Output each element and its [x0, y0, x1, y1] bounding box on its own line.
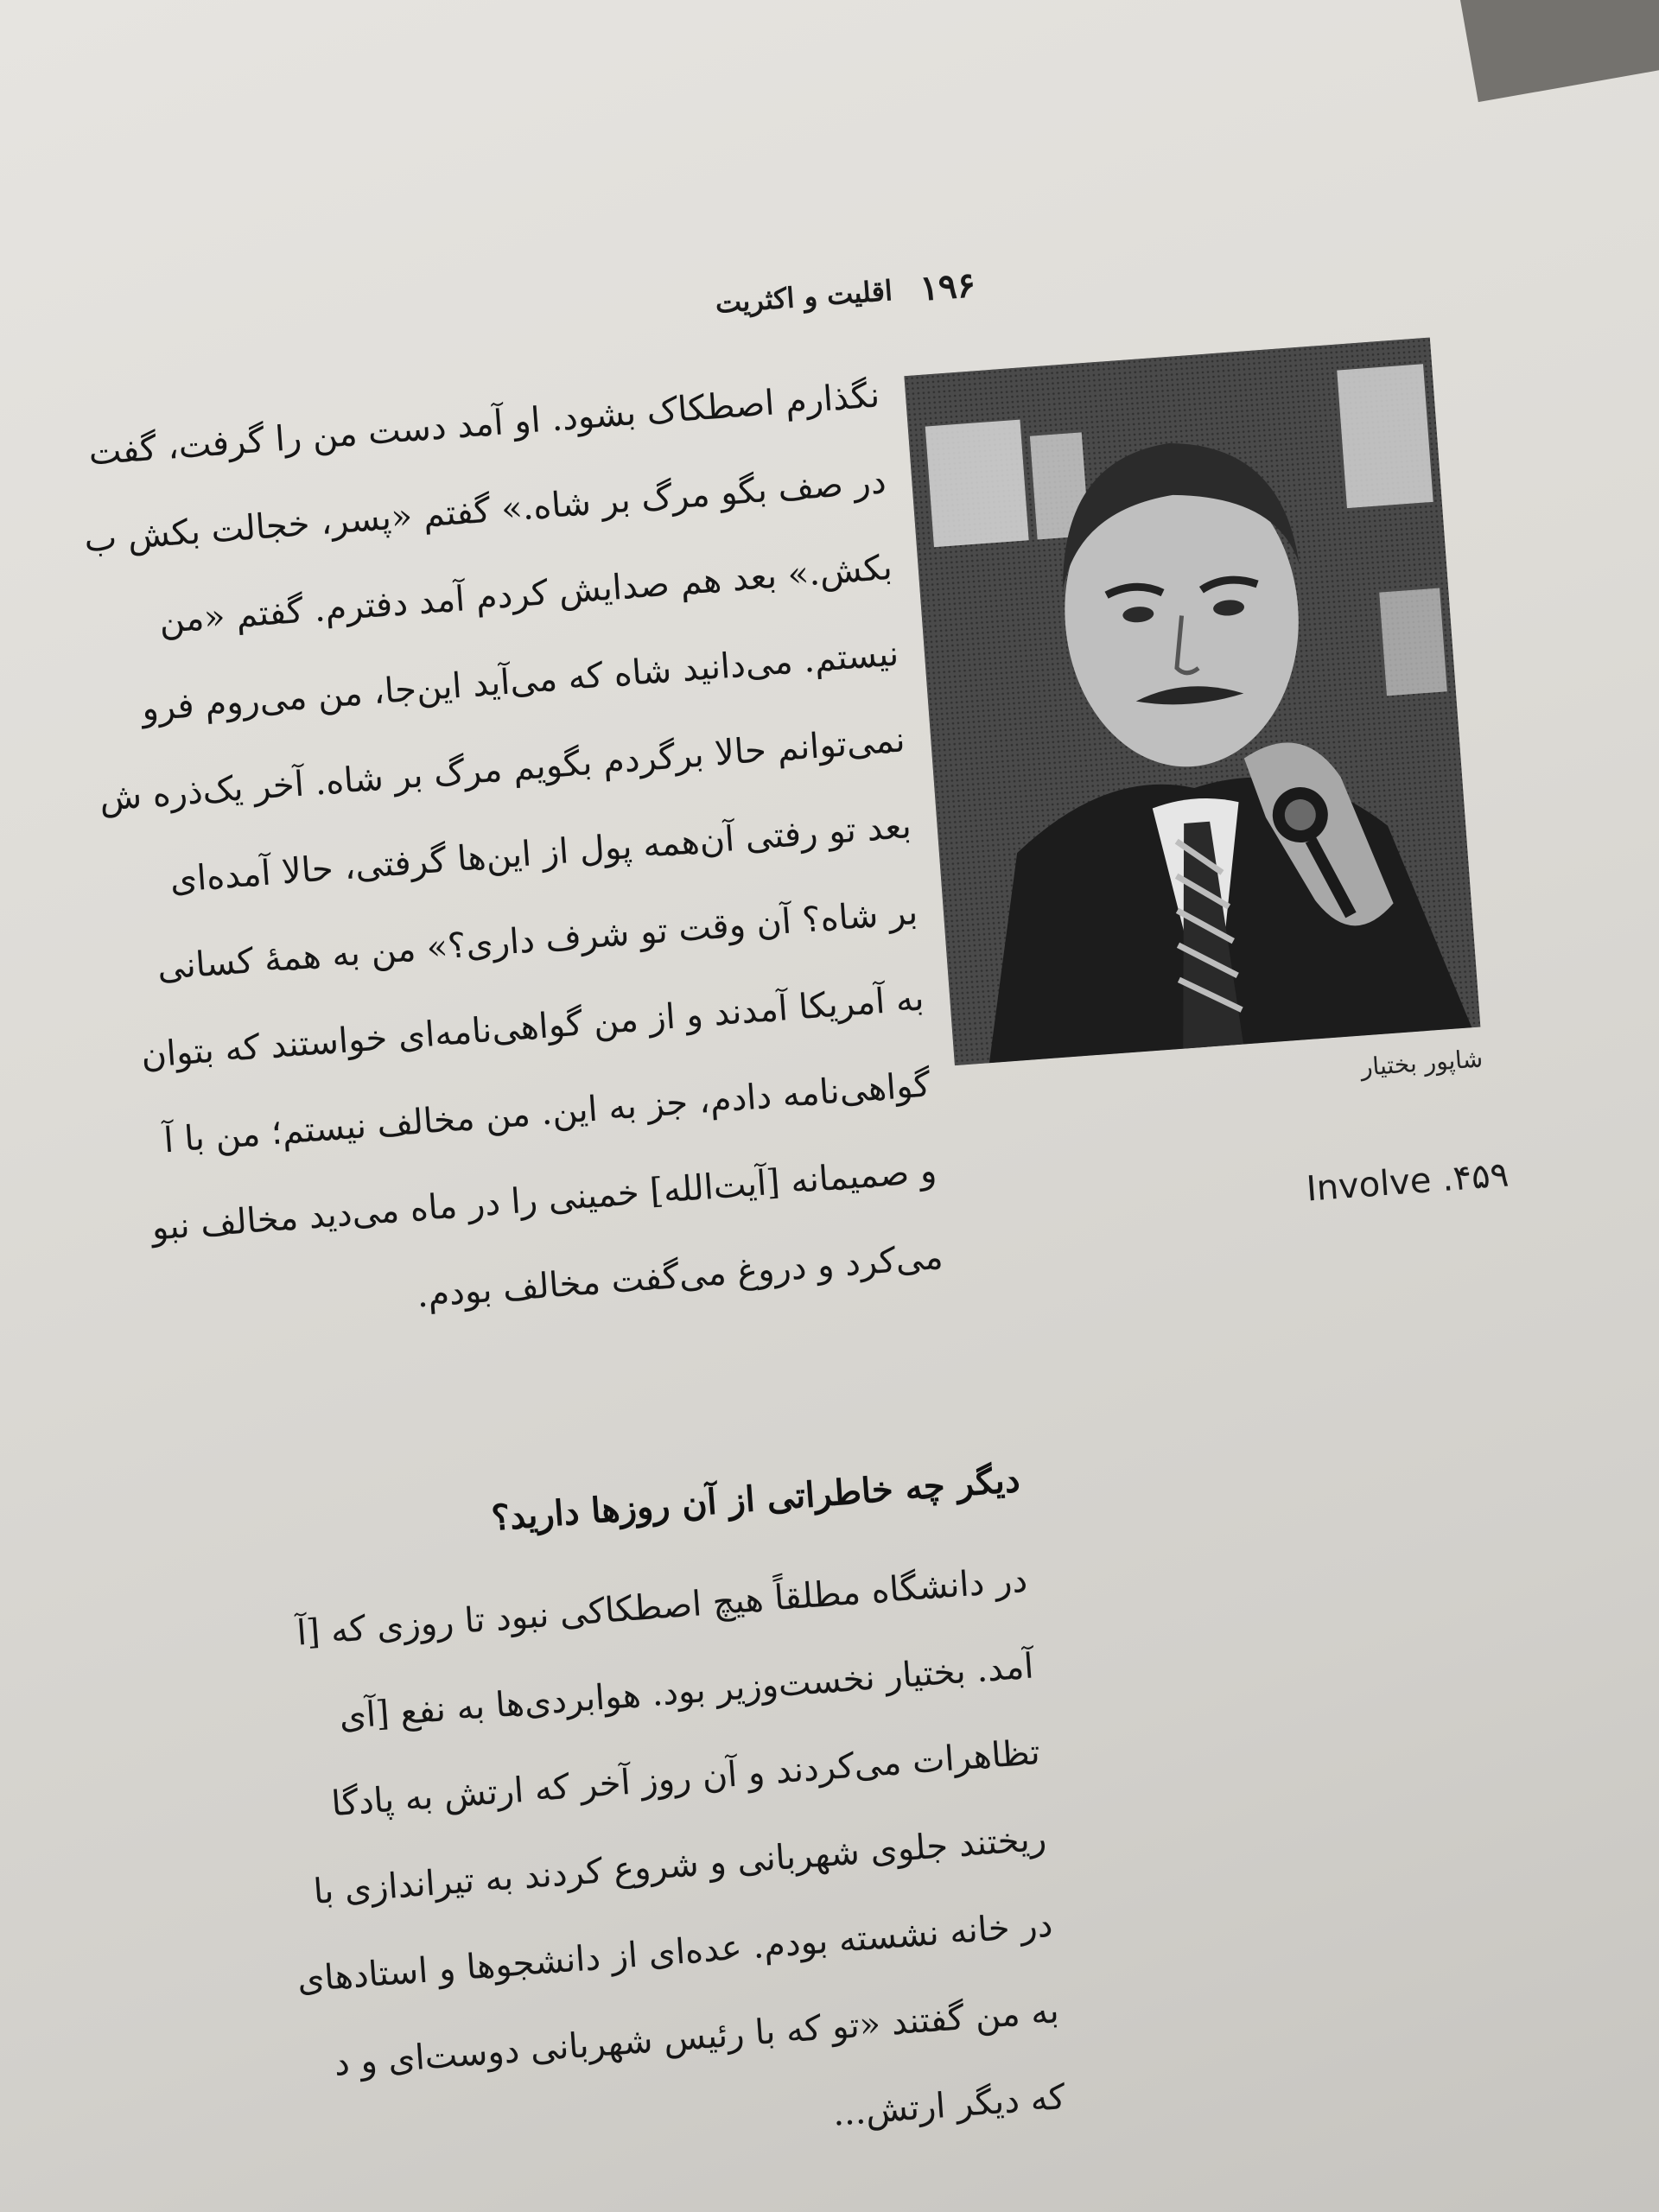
text-line: بکش.» بعد هم صدایش کردم آمد دفترم. گفتم «من — [157, 547, 894, 642]
text-line: و صمیمانه [آیت‌الله] خمینی را در ماه می‌دید مخالف نبو — [150, 1151, 938, 1249]
text-line: نیستم. می‌دانید شاه که می‌آید این‌جا، من می‌روم فرو — [140, 633, 900, 729]
top-paragraph — [0, 353, 946, 1382]
text-line: آمد. بختیار نخست‌وزیر بود. هوابردی‌ها به نفع [آی — [337, 1646, 1035, 1738]
text-line: به آمریکا آمدند و از من گواهی‌نامه‌ای خواستند که بتوان — [139, 978, 925, 1076]
text-line: به من گفتند «تو که با رئیس شهربانی دوست‌ای و د — [333, 1991, 1061, 2084]
text-line: نمی‌توانم حالا برگردم بگویم مرگ بر شاه. آخر یک‌ذره ش — [98, 720, 906, 819]
text-line: در خانه نشسته بودم. عده‌ای از دانشجوها و استادهای — [296, 1904, 1054, 2000]
running-head: اقلیت و اکثریت — [714, 274, 894, 320]
photo-caption: شاپور بختیار — [1359, 1044, 1484, 1082]
text-line: در دانشگاه مطلقاً هیچ اصطکاکی نبود تا روزی که [آ — [295, 1560, 1029, 1654]
text-line: می‌کرد و دروغ می‌گفت مخالف بودم. — [415, 1236, 944, 1316]
text-line: نگذارم اصطکاک بشود. او آمد دست من را گرفت، گفت — [87, 375, 881, 474]
bottom-paragraph — [0, 1537, 1068, 2212]
text-line: تظاهرات می‌کردند و آن روز آخر که ارتش به پادگا — [330, 1732, 1042, 1825]
portrait-illustration — [904, 338, 1480, 1066]
text-line: بعد تو رفتی آن‌همه پول از این‌ها گرفتی، حالا آمده‌ای — [168, 806, 913, 900]
interview-question: دیگر چه خاطراتی از آن روزها دارید؟ — [490, 1459, 1022, 1539]
text-line: بر شاه؟ آن وقت تو شرف داری؟» من به همهٔ کسانی — [156, 892, 919, 988]
footnote-marker: Involve .۴۵۹ — [1305, 1154, 1510, 1210]
text-line: که دیگر ارتش... — [831, 2077, 1067, 2134]
portrait-photo — [904, 338, 1480, 1066]
page-number: ۱۹۶ — [918, 264, 977, 309]
page-header — [612, 258, 977, 337]
text-line: ریختند جلوی شهربانی و شروع کردند به تیراندازی با — [312, 1818, 1048, 1912]
text-line: گواهی‌نامه دادم، جز به این. من مخالف نیستم؛ من با آ — [162, 1065, 932, 1161]
text-line: در صف بگو مرگ بر شاه.» گفتم «پسر، خجالت بکش ب — [82, 461, 887, 561]
